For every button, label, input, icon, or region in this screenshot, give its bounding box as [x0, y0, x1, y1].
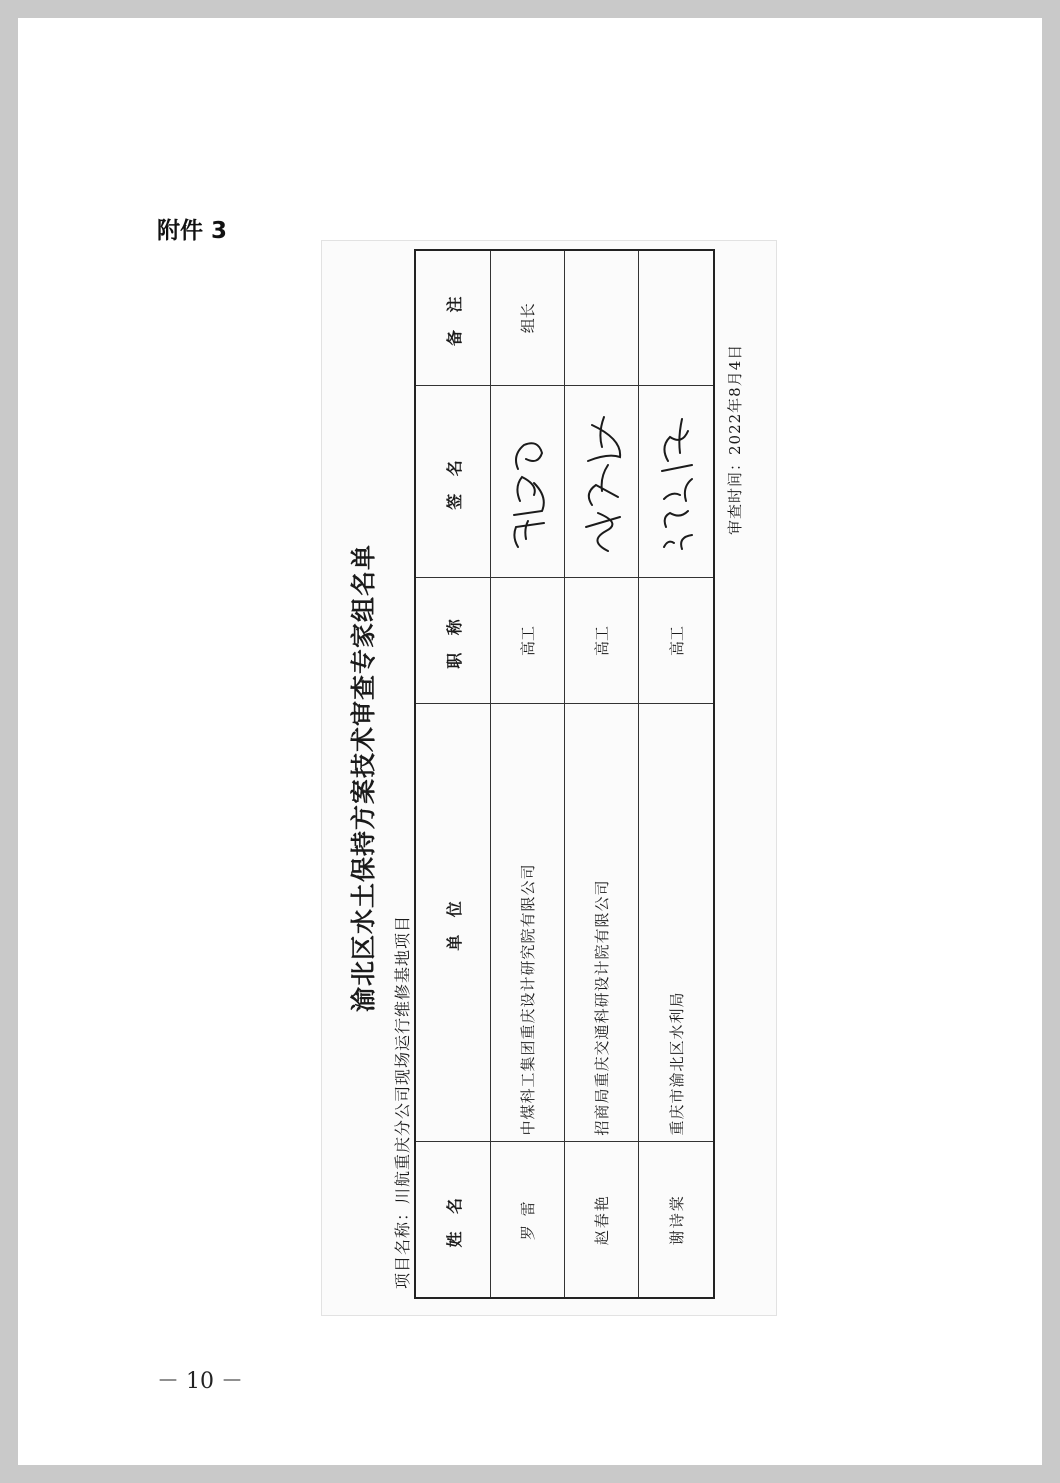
cell-name: 赵春艳 — [565, 1142, 639, 1298]
handwritten-signature-zhao-chunyan — [578, 407, 626, 557]
table-row — [565, 250, 639, 1298]
header-remark: 备 注 — [415, 250, 491, 386]
expert-roster-table — [414, 249, 715, 1299]
table-row — [639, 250, 714, 1298]
scanned-form-content — [322, 241, 776, 1315]
cell-signature — [491, 386, 565, 578]
cell-signature — [639, 386, 714, 578]
attachment-label: 附件 3 — [157, 218, 228, 244]
header-signature: 签 名 — [415, 386, 491, 578]
cell-unit: 招商局重庆交通科研设计院有限公司 — [565, 704, 639, 1142]
cell-name: 罗 雷 — [491, 1142, 565, 1298]
cell-title: 高工 — [565, 578, 639, 704]
cell-remark — [639, 250, 714, 386]
page-number: － 10 － — [157, 1369, 243, 1394]
handwritten-signature-xie-shitang — [652, 407, 700, 557]
table-row — [491, 250, 565, 1298]
table-header-row — [415, 250, 491, 1298]
review-date: 审查时间：2022年8月4日 — [726, 343, 744, 535]
cell-title: 高工 — [491, 578, 565, 704]
header-title: 职 称 — [415, 578, 491, 704]
document-page — [18, 18, 1042, 1465]
cell-remark — [565, 250, 639, 386]
cell-signature — [565, 386, 639, 578]
form-title: 渝北区水土保持方案技术审查专家组名单 — [349, 544, 378, 1013]
cell-name: 谢诗棠 — [639, 1142, 714, 1298]
header-unit: 单 位 — [415, 704, 491, 1142]
cell-unit: 重庆市渝北区水利局 — [639, 704, 714, 1142]
cell-remark: 组长 — [491, 250, 565, 386]
project-name-line: 项目名称：川航重庆分公司现场运行维修基地项目 — [393, 914, 412, 1289]
cell-unit: 中煤科工集团重庆设计研究院有限公司 — [491, 704, 565, 1142]
scanned-form — [321, 240, 777, 1316]
handwritten-signature-luo-lei — [504, 407, 552, 557]
header-name: 姓 名 — [415, 1142, 491, 1298]
cell-title: 高工 — [639, 578, 714, 704]
